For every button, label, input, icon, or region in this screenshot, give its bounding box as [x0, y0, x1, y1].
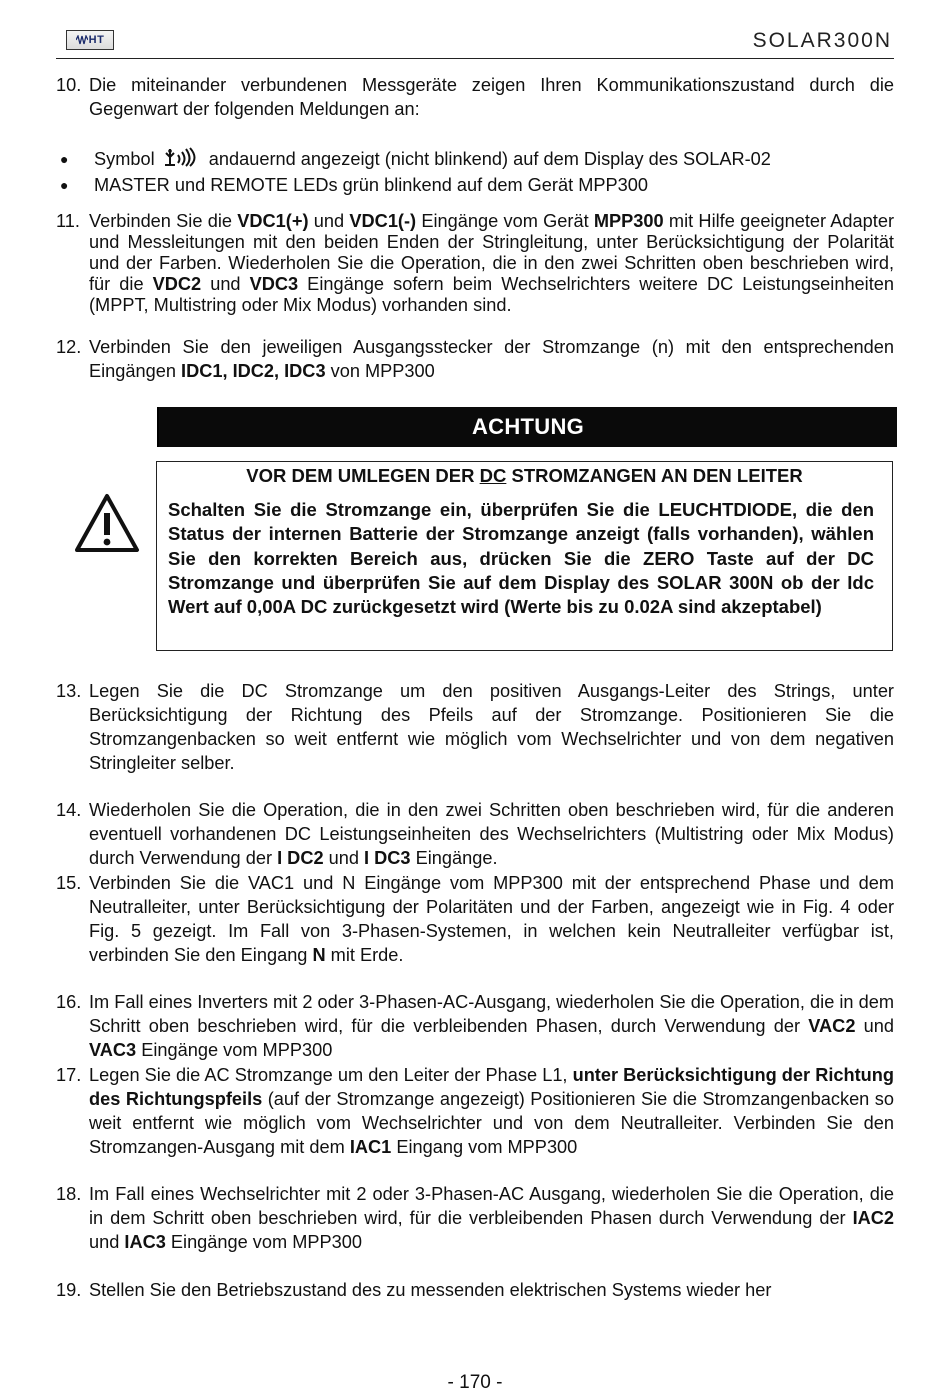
- step-14: [56, 798, 894, 870]
- step-11: [56, 211, 894, 316]
- bullet-text: MASTER und REMOTE LEDs grün blinkend auf dem Gerät MPP300: [94, 175, 648, 195]
- step-number: 13.: [56, 681, 82, 701]
- bullet-item: [56, 147, 894, 173]
- step-text: Die miteinander verbundenen Messgeräte zeigen Ihren Kommunikationszustand durch die Gegenwart der folgenden Meldungen an:: [89, 75, 894, 119]
- step-number: 15.: [56, 873, 82, 893]
- document-title: SOLAR300N: [752, 29, 892, 52]
- step-18: [56, 1182, 894, 1254]
- step-text: Verbinden Sie den jeweiligen Ausgangsstecker der Stromzange (n) mit den entsprechenden Eingängen IDC1, IDC2, IDC3 von MPP300: [89, 337, 894, 381]
- step-text: Im Fall eines Inverters mit 2 oder 3-Phasen-AC-Ausgang, wiederholen Sie die Operation, die in dem Schritt oben beschrieben wird, für die verbleibenden Phasen, durch Verwendung der VAC2 und VAC3 Eingänge vom MPP300: [89, 992, 894, 1060]
- step-19: [56, 1278, 894, 1302]
- bullet-item: [56, 173, 894, 197]
- step-number: 16.: [56, 992, 82, 1012]
- step-text: Verbinden Sie die VDC1(+) und VDC1(-) Eingänge vom Gerät MPP300 mit Hilfe geeigneter Adapter und Messleitungen mit den beiden Enden der Stringleitung, unter Berücksichtigung der Polarität und der Farben. Wiederholen Sie die Operation, die in den zwei Schritten oben beschrieben wird, für die VDC2 und VDC3 Eingänge sofern beim Wechselrichters weitere DC Leistungseinheiten (MPPT, Multistring oder Mix Modus) vorhanden sind.: [89, 211, 895, 315]
- bullet-dot: ●: [60, 177, 69, 193]
- step-number: 12.: [56, 337, 82, 357]
- warning-body: Schalten Sie die Stromzange ein, überprüfen Sie die LEUCHTDIODE, die den Status der internen Batterie der Stromzange anzeigt (falls vorhanden), wählen Sie den korrekten Bereich aus, drücken Sie die ZERO Taste auf der DC Stromzange und überprüfen Sie auf dem Display des SOLAR 300N ob der Idc Wert auf 0,00A DC zurückgesetzt wird (Werte bis zu 0.02A sind akzeptabel): [168, 499, 874, 618]
- step-17: [56, 1063, 894, 1159]
- step-number: 14.: [56, 800, 82, 820]
- logo-wave-icon: [76, 35, 88, 45]
- warning-triangle-icon: [74, 493, 140, 558]
- bullet-dot: ●: [60, 151, 69, 167]
- step-number: 11.: [56, 211, 80, 231]
- step-12: [56, 335, 894, 383]
- page-header: [56, 22, 894, 59]
- step-number: 17.: [56, 1065, 82, 1085]
- step-text: Wiederholen Sie die Operation, die in den zwei Schritten oben beschrieben wird, für die anderen eventuell vorhandenen DC Leistungseinheiten des Wechselrichters (Multistring oder Mix Modus) durch Verwendung der I DC2 und I DC3 Eingänge.: [89, 800, 894, 868]
- step-text: Im Fall eines Wechselrichter mit 2 oder 3-Phasen-AC Ausgang, wiederholen Sie die Operation, die in dem Schritt oben beschrieben wird, für die verbleibenden Phasen durch Verwendung der IAC2 und IAC3 Eingänge vom MPP300: [89, 1184, 894, 1252]
- step-16: [56, 990, 894, 1062]
- bullet-text-post: andauernd angezeigt (nicht blinkend) auf dem Display des SOLAR-02: [208, 149, 771, 169]
- warning-box: [156, 461, 893, 651]
- step-13: [56, 679, 894, 775]
- step-text: Verbinden Sie die VAC1 und N Eingänge vom MPP300 mit der entsprechend Phase und dem Neutralleiter, unter Berücksichtigung der Polaritäten und der Farben, angezeigt wie in Fig. 4 oder Fig. 5 gezeigt. Im Fall von 3-Phasen-Systemen, in welchen kein Neutralleiter verfügbar ist, verbinden Sie den Eingang N mit Erde.: [89, 873, 894, 965]
- ht-logo: [66, 30, 114, 50]
- antenna-signal-icon: [162, 147, 202, 173]
- step-10: [56, 73, 894, 121]
- step-text: Legen Sie die DC Stromzange um den positiven Ausgangs-Leiter des Strings, unter Berücksichtigung der Richtung des Pfeils auf der Stromzange. Positionieren Sie die Stromzangenbacken so weit entfernt wie möglich vom Wechselrichter und von dem negativen Stringleiter selber.: [89, 681, 894, 773]
- warning-title: ACHTUNG: [471, 414, 585, 439]
- step-text: Stellen Sie den Betriebszustand des zu messenden elektrischen Systems wieder her: [89, 1280, 772, 1300]
- step-text: Legen Sie die AC Stromzange um den Leiter der Phase L1, unter Berücksichtigung der Richtung des Richtungspfeils (auf der Stromzange angezeigt) Positionieren Sie die Stromzangenbacken so weit entfernt wie möglich vom Wechselrichter und von dem Neutralleiter. Verbinden Sie den Stromzangen-Ausgang mit dem IAC1 Eingang vom MPP300: [89, 1065, 894, 1157]
- step-number: 18.: [56, 1184, 82, 1204]
- step-number: 10.: [56, 75, 82, 95]
- step-number: 19.: [56, 1280, 82, 1300]
- step-15: [56, 871, 894, 967]
- warning-title-bar: [157, 407, 897, 447]
- page-number: - 170 -: [447, 1372, 503, 1393]
- warning-heading: VOR DEM UMLEGEN DER DC STROMZANGEN AN DEN LEITER: [246, 465, 803, 486]
- bullet-text-pre: Symbol: [94, 149, 155, 169]
- logo-text: HT: [88, 34, 105, 46]
